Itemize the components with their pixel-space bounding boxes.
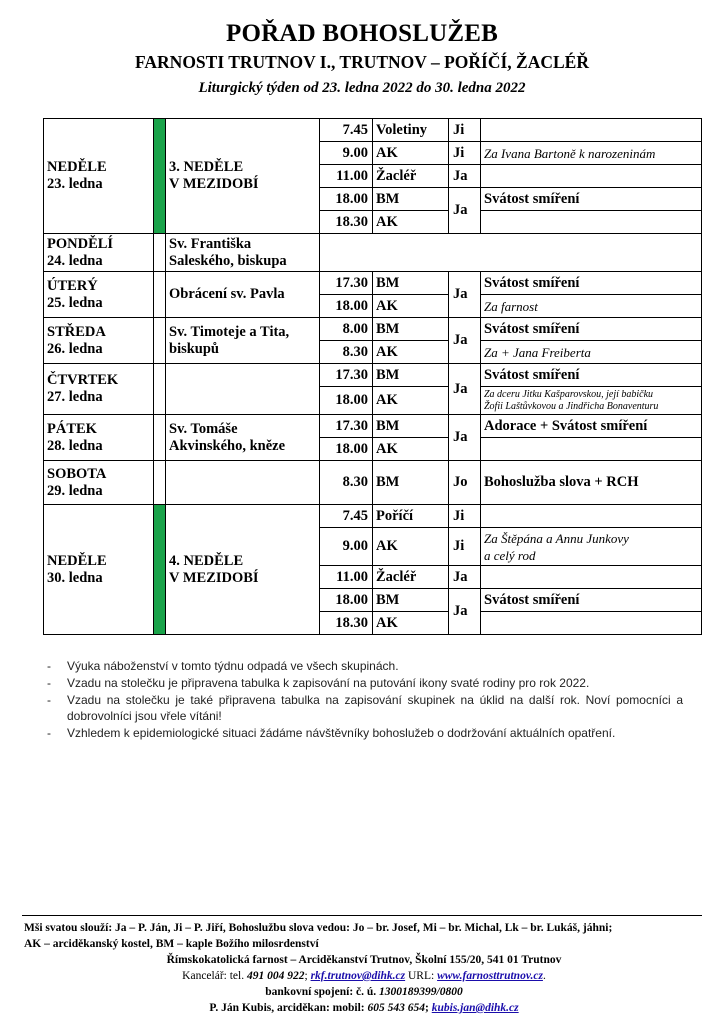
celebrant-cell: Ji [449,505,481,528]
office-contact: Kancelář: tel. 491 004 922; rkf.trutnov@dihk.cz URL: www.farnosttrutnov.cz. [182,970,546,982]
announcements-list [43,658,683,742]
list-item: - Vzadu na stolečku je připravena tabulka k zapisování na putování ikony svaté rodiny pro rok 2022. [43,675,683,691]
celebrant-cell: Ji [449,119,481,142]
intention-cell [481,119,702,142]
day-cell: PÁTEK 28. ledna [44,415,154,461]
intention-cell: Za Ivana Bartoně k narozeninám [481,142,702,165]
place-cell: AK [373,438,449,461]
time-cell: 8.30 [320,341,373,364]
website-link[interactable]: www.farnosttrutnov.cz [437,970,543,982]
footer-divider [22,915,702,916]
feast-cell [166,364,320,415]
place-cell: BM [373,188,449,211]
intention-cell: Bohoslužba slova + RCH [481,461,702,505]
footer-legend-line1: Mši svatou slouží: Ja – P. Ján, Ji – P. Jiří, Bohoslužbu slova vedou: Jo – br. Josef, Mi – br. Michal, Lk – br. Lukáš, jáhni; [24,922,613,934]
time-cell: 8.00 [320,318,373,341]
liturgical-color-bar [154,415,166,461]
list-item: - Vzadu na stolečku je také připravena tabulka na zapisování skupinek na úklid na další rok. Noví pomocníci a dobrovolníci jsou vřele vítáni! [43,692,683,724]
empty-cell [320,234,702,272]
table-row [44,461,702,505]
intention-cell: Za Štěpána a Annu Junkovy a celý rod [481,528,702,566]
footer [24,920,704,1016]
intention-cell: Svátost smíření [481,188,702,211]
place-cell: BM [373,318,449,341]
feast-cell: Obrácení sv. Pavla [166,272,320,318]
table-row [44,119,702,142]
intention-cell [481,566,702,589]
table-row [44,505,702,528]
liturgical-color-bar [154,234,166,272]
week-range: Liturgický týden od 23. ledna 2022 do 30. ledna 2022 [198,80,526,96]
liturgical-color-bar [154,364,166,415]
time-cell: 11.00 [320,165,373,188]
feast-cell: 3. NEDĚLE V MEZIDOBÍ [166,119,320,234]
celebrant-cell: Ja [449,415,481,461]
intention-cell: Za farnost [481,295,702,318]
intention-cell: Svátost smíření [481,364,702,387]
celebrant-cell: Jo [449,461,481,505]
day-cell: PONDĚLÍ 24. ledna [44,234,154,272]
time-cell: 9.00 [320,528,373,566]
intention-cell: Svátost smíření [481,589,702,612]
priest-email-link[interactable]: kubis.jan@dihk.cz [431,1002,519,1014]
place-cell: AK [373,387,449,415]
list-item: - Vzhledem k epidemiologické situaci žádáme návštěvníky bohoslužeb o dodržování aktuálních opatření. [43,725,683,741]
time-cell: 8.30 [320,461,373,505]
time-cell: 18.00 [320,295,373,318]
table-row [44,415,702,438]
intention-cell [481,165,702,188]
feast-cell: 4. NEDĚLE V MEZIDOBÍ [166,505,320,635]
place-cell: AK [373,528,449,566]
day-cell: NEDĚLE 30. ledna [44,505,154,635]
time-cell: 7.45 [320,119,373,142]
intention-cell [481,438,702,461]
intention-cell: Za dceru Jitku Kašparovskou, její babičku Žofii Laštůvkovou a Jindřicha Bonaventuru [481,387,702,415]
celebrant-cell: Ja [449,188,481,234]
liturgical-color-bar [154,318,166,364]
liturgical-color-bar [154,272,166,318]
time-cell: 18.00 [320,188,373,211]
feast-cell: Sv. Tomáše Akvinského, kněze [166,415,320,461]
time-cell: 9.00 [320,142,373,165]
place-cell: BM [373,461,449,505]
intention-cell: Svátost smíření [481,318,702,341]
intention-cell [481,211,702,234]
celebrant-cell: Ja [449,272,481,318]
day-cell: STŘEDA 26. ledna [44,318,154,364]
place-cell: AK [373,341,449,364]
time-cell: 11.00 [320,566,373,589]
intention-cell: Svátost smíření [481,272,702,295]
office-phone: 491 004 922 [246,970,305,982]
office-email-link[interactable]: rkf.trutnov@dihk.cz [310,970,406,982]
table-row [44,318,702,341]
parish-address: Římskokatolická farnost – Arciděkanství Trutnov, Školní 155/20, 541 01 Trutnov [166,954,562,966]
priest-contact: P. Ján Kubis, arciděkan: mobil: 605 543 654; kubis.jan@dihk.cz [209,1002,519,1014]
bank-account: bankovní spojení: č. ú. 1300189399/0800 [265,986,463,998]
place-cell: Voletiny [373,119,449,142]
place-cell: Poříčí [373,505,449,528]
intention-cell: Za + Jana Freiberta [481,341,702,364]
celebrant-cell: Ja [449,566,481,589]
time-cell: 17.30 [320,272,373,295]
place-cell: AK [373,211,449,234]
place-cell: AK [373,295,449,318]
place-cell: Žacléř [373,165,449,188]
list-item: - Výuka náboženství v tomto týdnu odpadá ve všech skupinách. [43,658,683,674]
time-cell: 17.30 [320,415,373,438]
intention-cell [481,505,702,528]
place-cell: AK [373,142,449,165]
feast-cell: Sv. Timoteje a Tita, biskupů [166,318,320,364]
time-cell: 17.30 [320,364,373,387]
table-row [44,234,702,272]
liturgical-color-bar [154,119,166,234]
celebrant-cell: Ji [449,528,481,566]
intention-cell [481,612,702,635]
time-cell: 7.45 [320,505,373,528]
liturgical-color-bar [154,505,166,635]
feast-cell [166,461,320,505]
day-cell: ČTVRTEK 27. ledna [44,364,154,415]
celebrant-cell: Ja [449,318,481,364]
schedule-table [43,118,702,635]
liturgical-color-bar [154,461,166,505]
place-cell: Žacléř [373,566,449,589]
day-cell: NEDĚLE 23. ledna [44,119,154,234]
time-cell: 18.30 [320,211,373,234]
day-cell: ÚTERÝ 25. ledna [44,272,154,318]
celebrant-cell: Ja [449,364,481,415]
place-cell: BM [373,415,449,438]
celebrant-cell: Ji [449,142,481,165]
place-cell: BM [373,364,449,387]
time-cell: 18.30 [320,612,373,635]
table-row [44,272,702,295]
intention-cell: Adorace + Svátost smíření [481,415,702,438]
parish-subtitle: FARNOSTI TRUTNOV I., TRUTNOV – POŘÍČÍ, ŽACLÉŘ [135,52,589,72]
place-cell: BM [373,589,449,612]
feast-cell: Sv. Františka Saleského, biskupa [166,234,320,272]
time-cell: 18.00 [320,387,373,415]
place-cell: BM [373,272,449,295]
place-cell: AK [373,612,449,635]
footer-legend-line2: AK – arciděkanský kostel, BM – kaple Božího milosrdenství [24,938,319,950]
table-row [44,364,702,387]
day-cell: SOBOTA 29. ledna [44,461,154,505]
time-cell: 18.00 [320,438,373,461]
celebrant-cell: Ja [449,165,481,188]
time-cell: 18.00 [320,589,373,612]
celebrant-cell: Ja [449,589,481,635]
page-title: POŘAD BOHOSLUŽEB [226,20,498,47]
